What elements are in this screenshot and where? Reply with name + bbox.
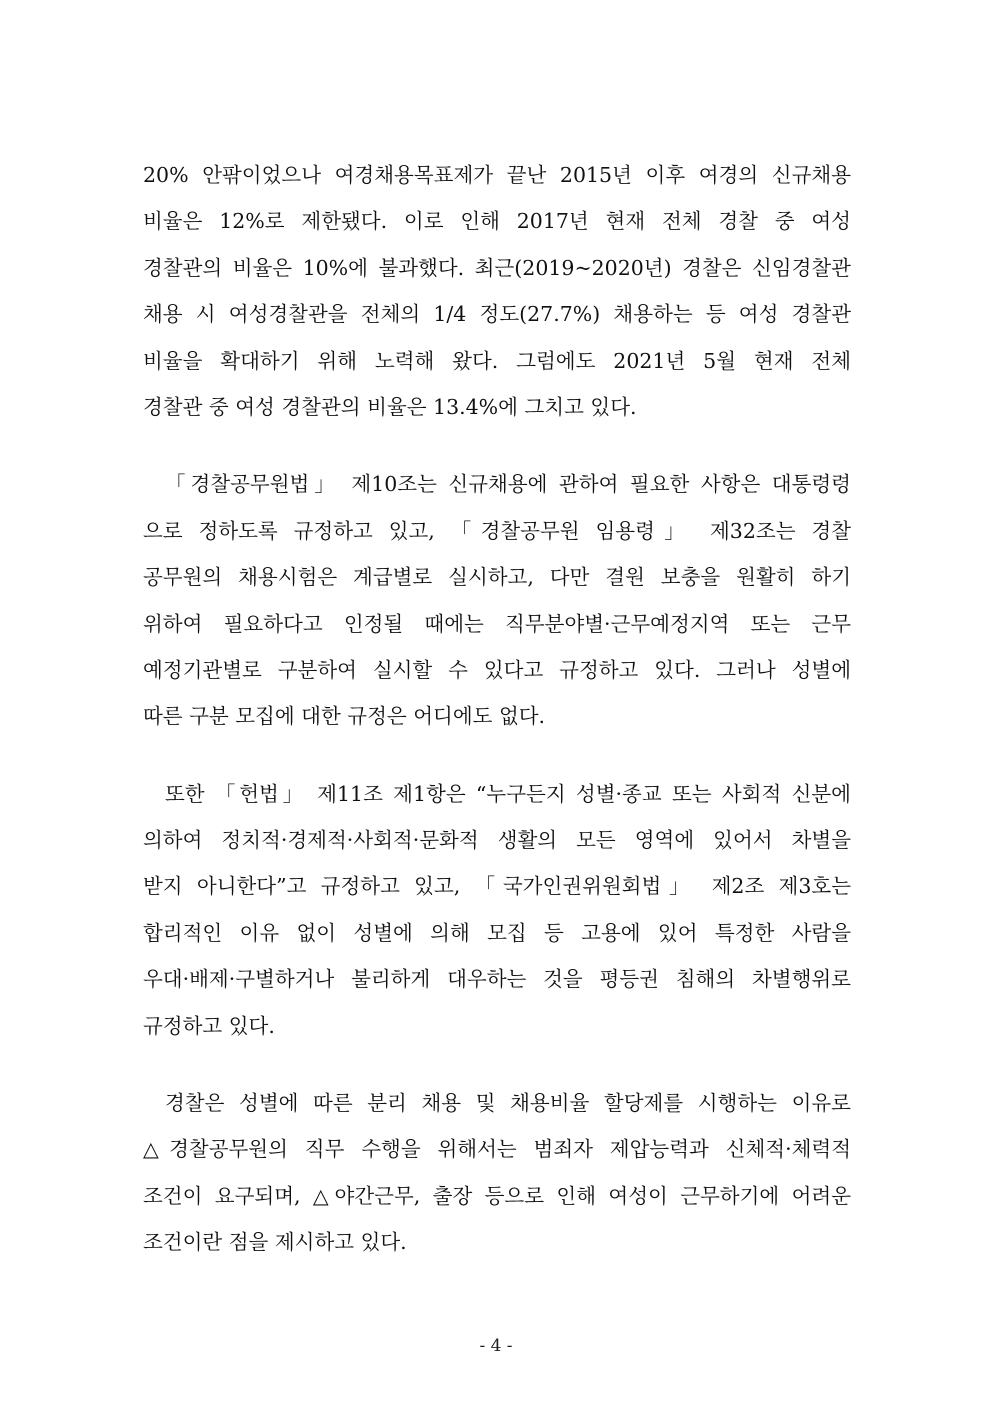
text-line: 조건이란 점을 제시하고 있다.	[143, 1230, 407, 1255]
text-line: 예정기관별로 구분하여 실시할 수 있다고 규정하고 있다. 그러나 성별에	[143, 657, 851, 682]
text-line: 으로 정하도록 규정하고 있고, 「경찰공무원 임용령」 제32조는 경찰	[143, 518, 851, 543]
text-line: 규정하고 있다.	[143, 1013, 275, 1038]
paragraph-police-female-ratio	[143, 152, 851, 430]
text-line: 비율을 확대하기 위해 노력해 왔다. 그럼에도 2021년 5월 현재 전체	[143, 348, 851, 373]
text-line: 경찰은 성별에 따른 분리 채용 및 채용비율 할당제를 시행하는 이유로	[165, 1091, 851, 1116]
text-line: 조건이 요구되며, △야간근무, 출장 등으로 인해 여성이 근무하기에 어려운	[143, 1183, 851, 1208]
text-line: 위하여 필요하다고 인정될 때에는 직무분야별·근무예정지역 또는 근무	[143, 611, 851, 636]
text-line: 받지 아니한다”고 규정하고 있고, 「국가인권위원회법」 제2조 제3호는	[143, 874, 851, 899]
text-line: 20% 안팎이었으나 여경채용목표제가 끝난 2015년 이후 여경의 신규채용	[143, 163, 851, 187]
text-line: 경찰관 중 여성 경찰관의 비율은 13.4%에 그치고 있다.	[143, 394, 637, 419]
page-number: - 4 -	[479, 1336, 513, 1356]
document-body	[143, 152, 851, 1266]
text-line: 의하여 정치적·경제적·사회적·문화적 생활의 모든 영역에 있어서 차별을	[143, 828, 851, 853]
text-line: △경찰공무원의 직무 수행을 위해서는 범죄자 제압능력과 신체적·체력적	[143, 1137, 851, 1162]
paragraph-police-act	[143, 461, 851, 739]
text-line: 「경찰공무원법」 제10조는 신규채용에 관하여 필요한 사항은 대통령령	[165, 472, 851, 497]
text-line: 따른 구분 모집에 대한 규정은 어디에도 없다.	[143, 704, 546, 729]
paragraph-constitution	[143, 771, 851, 1049]
text-line: 채용 시 여성경찰관을 전체의 1/4 정도(27.7%) 채용하는 등 여성 경찰관	[143, 302, 851, 327]
text-line: 우대·배제·구별하거나 불리하게 대우하는 것을 평등권 침해의 차별행위로	[143, 967, 851, 992]
paragraph-police-rationale	[143, 1080, 851, 1266]
text-line: 합리적인 이유 없이 성별에 의해 모집 등 고용에 있어 특정한 사람을	[143, 920, 851, 945]
text-line: 또한 「헌법」 제11조 제1항은 “누구든지 성별·종교 또는 사회적 신분에	[165, 781, 851, 806]
text-line: 비율은 12%로 제한됐다. 이로 인해 2017년 현재 전체 경찰 중 여성	[143, 209, 851, 234]
text-line: 공무원의 채용시험은 계급별로 실시하고, 다만 결원 보충을 원활히 하기	[143, 565, 851, 590]
text-line: 경찰관의 비율은 10%에 불과했다. 최근(2019~2020년) 경찰은 신임경찰관	[143, 255, 851, 280]
